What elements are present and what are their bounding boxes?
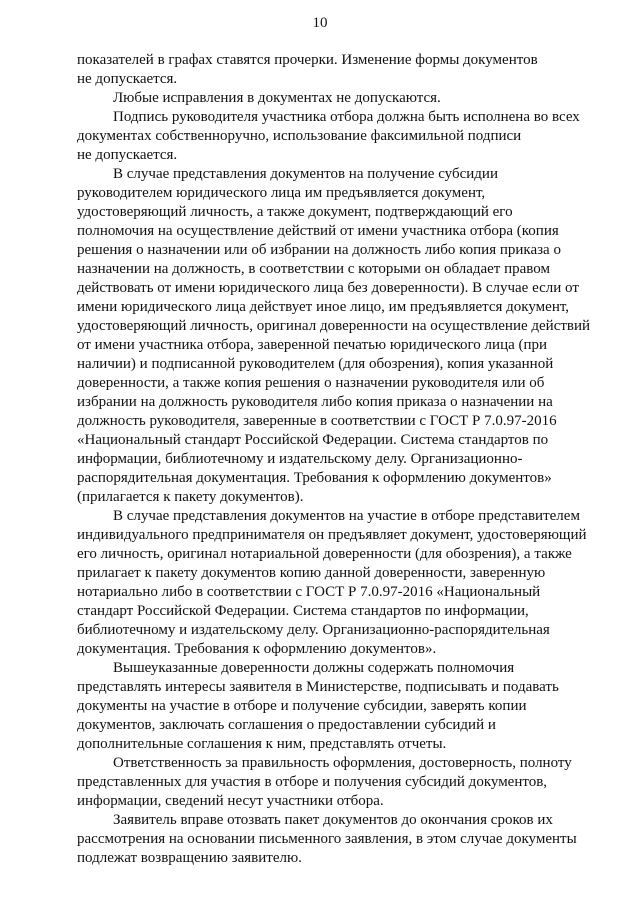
page-number: 10 [312, 15, 328, 31]
paragraph-continuation: показателей в графах ставятся прочерки. Изменение формы документов не допускается. [77, 52, 538, 87]
paragraph-head-of-legal-entity: В случае представления документов на получение субсидии руководителем юридического лица им предъявляется документ, удостоверяющий личность, а также документ, подтверждающий его полномочия на осуществление действий от имени участника отбора (копия решения о назначении или об избрании на должность либо копия приказа о назначении на должность, в соответствии с которыми он обладает правом действовать от имени юридического лица без доверенности). В случае если от имени юридического лица действует иное лицо, им предъявляется документ, удостоверяющий личность, оригинал доверенности на осуществление действий от имени участника отбора, заверенной печатью юридического лица (при наличии) и подписанной руководителем (для обозрения), копия указанной доверенности, а также копия решения о назначении руководителя или об избрании на должность руководителя либо копия приказа о назначении на должность руководителя, заверенные в соответствии с ГОСТ Р 7.0.97-2016 «Национальный стандарт Российской Федерации. Система стандартов по информации, библиотечному и издательскому делу. Организационно- распорядительная документация. Требования к оформлению документов» (прилагается к пакету документов). [77, 166, 591, 505]
paragraph-individual-entrepreneur-representative: В случае представления документов на участие в отборе представителем индивидуального предпринимателя он предъявляет документ, удостоверяющий его личность, оригинал нотариальной доверенности (для обозрения), а также прилагает к пакету документов копию данной доверенности, заверенную нотариально либо в соответствии с ГОСТ Р 7.0.97-2016 «Национальный стандарт Российской Федерации. Система стандартов по информации, библиотечному и издательскому делу. Организационно-распорядительная документация. Требования к оформлению документов». [77, 508, 587, 657]
paragraph-signature-requirement: Подпись руководителя участника отбора должна быть исполнена во всех документах собственноручно, использование факсимильной подписи не допускается. [77, 109, 580, 163]
document-body [77, 51, 595, 868]
paragraph-responsibility: Ответственность за правильность оформления, достоверность, полноту представленных для участия в отборе и получения субсидий документов, информации, сведений несут участники отбора. [77, 755, 572, 809]
paragraph-power-of-attorney-scope: Вышеуказанные доверенности должны содержать полномочия представлять интересы заявителя в Министерстве, подписывать и подавать документы на участие в отборе и получение субсидии, заверять копии документов, заключать соглашения о предоставлении субсидий и дополнительные соглашения к ним, представлять отчеты. [77, 660, 559, 752]
paragraph-corrections-not-allowed: Любые исправления в документах не допускаются. [113, 90, 441, 106]
paragraph-withdrawal-right: Заявитель вправе отозвать пакет документов до окончания сроков их рассмотрения на основании письменного заявления, в этом случае документы подлежат возвращению заявителю. [77, 812, 577, 866]
